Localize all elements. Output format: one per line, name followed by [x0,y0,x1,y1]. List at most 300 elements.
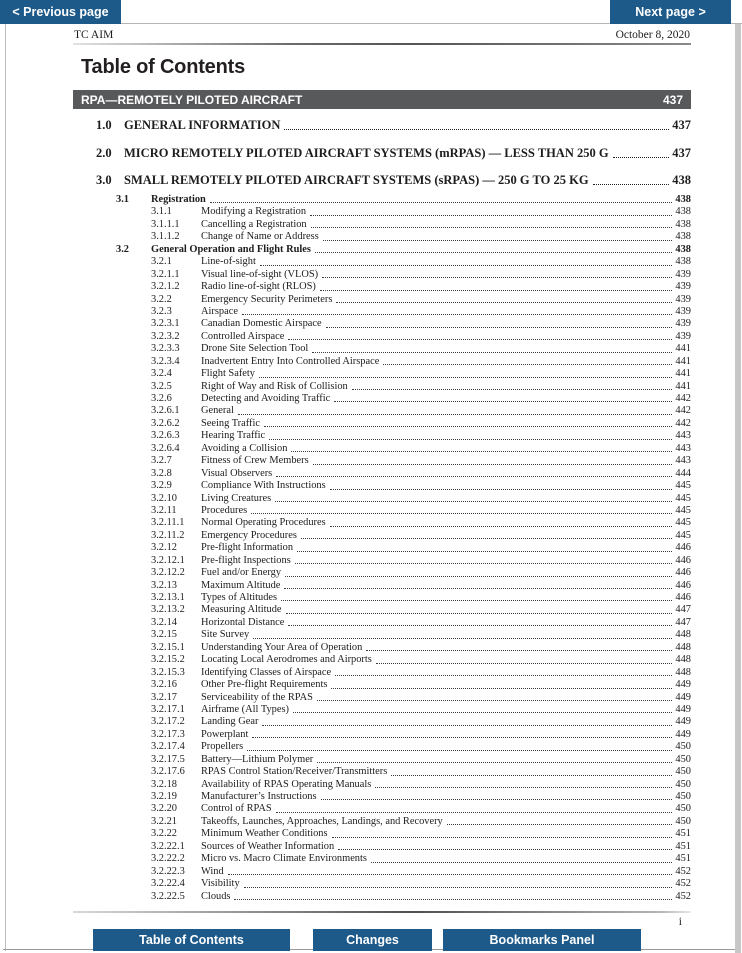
toc-entry-title: General Operation and Flight Rules [151,243,311,255]
toc-entry-title: Propellers [201,741,244,753]
dotted-leader [259,377,672,378]
toc-entry-page: 450 [675,766,691,778]
toc-row[interactable] [73,343,691,355]
toc-row[interactable] [73,173,691,188]
toc-entry-number: 3.2.15.1 [151,641,185,653]
toc-entry-number: 3.2.22.2 [151,853,185,865]
toc-entry-number: 3.2.19 [151,791,177,802]
dotted-leader [238,414,673,415]
toc-entry-title: Airspace [201,305,238,317]
toc-entry-number: 3.2.2 [151,293,172,305]
toc-entry-title: Measuring Altitude [201,604,282,616]
toc-entry-page: 442 [675,405,691,417]
toc-row[interactable] [73,878,691,890]
toc-entry-title: Hearing Traffic [201,430,266,442]
dotted-leader [335,675,672,676]
toc-entry-page: 451 [675,853,691,865]
dotted-leader [264,426,672,427]
dotted-leader [326,327,673,328]
toc-row[interactable] [73,468,691,480]
toc-entry-title: Drone Site Selection Tool [201,343,309,355]
toc-entry-number: 3.2.3.4 [151,355,180,367]
toc-entry-page: 445 [675,492,691,504]
dotted-leader [252,737,672,738]
dotted-leader [295,563,673,564]
dotted-leader [247,750,672,751]
toc-entry-page: 443 [675,442,691,454]
dotted-leader [262,725,672,726]
toc-entry-page: 439 [675,318,691,330]
section-banner-page: 437 [662,92,683,107]
toc-entry-number: 3.2.1.1 [151,268,180,280]
document-page [5,24,741,951]
toc-entry-page: 443 [675,455,691,467]
dotted-leader [312,352,672,353]
toc-entry-title: Pre-flight Information [201,542,294,554]
dotted-leader [334,401,672,402]
dotted-leader [284,129,669,130]
toc-entry-number: 3.2 [116,243,129,255]
toc-row[interactable] [73,741,691,753]
toc-entry-title: Maximum Altitude [201,579,281,591]
toc-entry-title: Procedures [201,504,248,516]
toc-entry-page: 444 [675,467,691,479]
toc-entry-number: 3.2.6 [151,393,172,404]
toc-entry-title: Site Survey [201,629,250,641]
toc-row[interactable] [73,779,691,791]
toc-entry-number: 3.2.17.3 [151,728,185,740]
toc-row[interactable] [73,368,691,380]
toc-entry-number: 3.2.17.2 [151,716,185,728]
toc-entry-number: 3.2.11 [151,504,177,516]
toc-entry-number: 3.2.17.6 [151,766,185,778]
toc-entry-page: 446 [675,567,691,579]
toc-entry-page: 439 [675,293,691,305]
dotted-leader [251,513,672,514]
toc-entry-number: 3.2.12 [151,542,177,554]
toc-entry-title: Fitness of Crew Members [201,455,309,467]
toc-entry-title: Airframe (All Types) [201,703,289,715]
toc-entry-number: 3.0 [96,173,112,187]
toc-row[interactable] [73,455,691,467]
toc-entry-title: Change of Name or Address [201,231,319,243]
toc-entry-title: Other Pre-flight Requirements [201,679,328,691]
dotted-leader [244,887,673,888]
toc-row[interactable] [73,679,691,691]
dotted-leader [613,157,670,158]
previous-page-button[interactable]: < Previous page [0,0,121,24]
toc-entry-page: 438 [675,218,691,230]
toc-entry-number: 3.2.17.1 [151,703,185,715]
toc-entry-number: 3.2.22.5 [151,890,185,902]
toc-entry-title: Right of Way and Risk of Collision [201,380,348,392]
toc-row[interactable] [73,256,691,268]
toc-entry-number: 3.2.15 [151,629,177,641]
page-right-edge [735,24,741,953]
toc-entry-title: Normal Operating Procedures [201,517,326,529]
dotted-leader [352,389,673,390]
toc-row[interactable] [73,331,691,343]
toc-row[interactable] [73,244,691,256]
dotted-leader [310,215,672,216]
toc-entry-title: Avoiding a Collision [201,442,288,454]
toc-entry-title: Cancelling a Registration [201,218,307,230]
toc-entry-number: 3.2.11.2 [151,529,185,541]
toc-row[interactable] [73,704,691,716]
dotted-leader [285,576,672,577]
toc-entry-page: 441 [675,368,691,380]
toc-entry-number: 3.2.3 [151,305,172,317]
footer-divider [73,911,691,913]
toc-entry-number: 3.2.22.3 [151,865,185,877]
toc-entry-page: 450 [675,791,691,802]
dotted-leader [332,837,673,838]
toc-entry-number: 3.2.9 [151,480,172,492]
dotted-leader [301,538,673,539]
toc-entry-title: General [201,405,234,417]
toc-entry-number: 3.2.12.2 [151,567,185,579]
toc-row[interactable] [73,505,691,517]
toc-row[interactable] [73,629,691,641]
toc-entry-page: 448 [675,629,691,641]
dotted-leader [288,625,672,626]
toc-entry-number: 3.2.10 [151,492,177,504]
toc-entry-page: 437 [672,145,691,160]
toc-row[interactable] [73,654,691,666]
dotted-leader [330,526,673,527]
toc-row[interactable] [73,194,691,206]
toc-entry-number: 3.2.21 [151,815,177,827]
dotted-leader [338,849,672,850]
top-navigation-bar [0,0,742,24]
toc-entry-number: 3.2.17.5 [151,753,185,765]
toc-entry-number: 3.2.8 [151,467,172,479]
dotted-leader [593,184,670,185]
toc-row[interactable] [73,580,691,592]
dotted-leader [336,302,672,303]
toc-entry-title: Controlled Airspace [201,330,285,342]
dotted-leader [234,899,672,900]
dotted-leader [321,799,673,800]
toc-entry-number: 3.2.15.2 [151,654,185,666]
toc-entry-number: 3.2.6.1 [151,405,180,417]
dotted-leader [293,712,672,713]
toc-entry-title: Modifying a Registration [201,206,307,218]
page-header [73,29,691,41]
toc-entry-page: 441 [675,355,691,367]
dotted-leader [284,588,672,589]
toc-entry-page: 449 [675,679,691,691]
toc-row[interactable] [73,604,691,616]
toc-entry-page: 448 [675,666,691,678]
toc-row[interactable] [73,667,691,679]
toc-row[interactable] [73,480,691,492]
dotted-leader [317,762,672,763]
toc-entry-title: SMALL REMOTELY PILOTED AIRCRAFT SYSTEMS (sRPAS) — 250 G TO 25 KG [124,173,589,187]
toc-entry-page: 449 [675,703,691,715]
toc-row[interactable] [73,642,691,654]
toc-row[interactable] [73,866,691,878]
toc-entry-title: Powerplant [201,728,249,740]
toc-entry-page: 439 [675,305,691,317]
toc-row[interactable] [73,542,691,554]
toc-entry-title: Detecting and Avoiding Traffic [201,393,331,404]
toc-entry-title: Micro vs. Macro Climate Environments [201,853,367,865]
toc-row[interactable] [73,729,691,741]
toc-entry-title: Manufacturer’s Instructions [201,791,317,802]
toc-entry-number: 3.1.1 [151,206,172,218]
toc-entry-page: 438 [675,194,691,205]
toc-entry-page: 449 [675,691,691,703]
toc-entry-page: 442 [675,417,691,429]
toc-entry-title: Sources of Weather Information [201,840,335,852]
toc-row[interactable] [73,493,691,505]
toc-entry-number: 3.2.11.1 [151,517,185,529]
dotted-leader [291,451,672,452]
toc-entry-title: Seeing Traffic [201,417,260,429]
toc-row[interactable] [73,766,691,778]
toc-entry-page: 443 [675,430,691,442]
header-date: October 8, 2020 [615,29,690,41]
toc-row[interactable] [73,517,691,529]
toc-entry-page: 439 [675,268,691,280]
toc-entry-number: 3.2.22 [151,828,177,840]
toc-entry-title: Visibility [201,878,240,890]
toc-entry-page: 445 [675,504,691,516]
toc-row[interactable] [73,592,691,604]
dotted-leader [331,688,672,689]
toc-row[interactable] [73,443,691,455]
toc-entry-number: 3.2.18 [151,778,177,790]
toc-entry-number: 3.2.5 [151,380,172,392]
toc-entry-page: 451 [675,840,691,852]
toc-row[interactable] [73,803,691,815]
toc-row[interactable] [73,430,691,442]
toc-entry-page: 439 [675,330,691,342]
toc-entry-page: 451 [675,828,691,840]
next-page-button[interactable]: Next page > [610,0,731,24]
dotted-leader [288,339,672,340]
toc-entry-title: MICRO REMOTELY PILOTED AIRCRAFT SYSTEMS (mRPAS) — LESS THAN 250 G [124,145,609,160]
dotted-leader [275,501,672,502]
section-banner-label: RPA—REMOTELY PILOTED AIRCRAFT [81,92,303,107]
toc-entry-page: 437 [672,118,691,132]
toc-entry-page: 448 [675,641,691,653]
dotted-leader [322,277,672,278]
toc-entry-title: Minimum Weather Conditions [201,828,328,840]
toc-entry-number: 3.2.13.1 [151,592,185,603]
dotted-leader [366,650,672,651]
toc-entry-title: Availability of RPAS Operating Manuals [201,778,372,790]
toc-row[interactable] [73,281,691,293]
toc-row[interactable] [73,356,691,368]
toc-entry-page: 446 [675,579,691,591]
dotted-leader [330,489,673,490]
toc-row[interactable] [73,692,691,704]
toc-entry-page: 450 [675,815,691,827]
toc-entry-page: 438 [675,206,691,218]
dotted-leader [375,787,672,788]
toc-entry-page: 450 [675,803,691,815]
toc-row[interactable] [73,716,691,728]
footer-page-number: i [678,915,682,928]
dotted-leader [317,700,673,701]
toc-entry-title: Living Creatures [201,492,272,504]
dotted-leader [371,862,672,863]
toc-entry-number: 3.1.1.1 [151,218,180,230]
toc-entry-number: 3.2.22.1 [151,840,185,852]
toc-entry-page: 452 [675,865,691,877]
toc-entry-title: Radio line-of-sight (RLOS) [201,281,316,293]
toc-entry-title: Wind [201,865,224,877]
toc-entry-number: 3.1.1.2 [151,231,180,243]
toc-entry-page: 442 [675,393,691,404]
toc-entry-page: 446 [675,592,691,603]
toc-entry-number: 3.2.3.2 [151,330,180,342]
toc-entry-number: 1.0 [96,118,112,132]
dotted-leader [281,600,672,601]
toc-entry-title: Visual line-of-sight (VLOS) [201,268,319,280]
section-banner [73,90,691,109]
toc-row[interactable] [73,118,691,133]
toc-entry-page: 448 [675,654,691,666]
toc-entry-title: RPAS Control Station/Receiver/Transmitters [201,766,388,778]
toc-row[interactable] [73,393,691,405]
toc-row[interactable] [73,418,691,430]
toc-row[interactable] [73,306,691,318]
toc-entry-title: Locating Local Aerodromes and Airports [201,654,372,666]
toc-row[interactable] [73,853,691,865]
toc-entry-page: 438 [675,256,691,268]
dotted-leader [242,314,672,315]
toc-entry-title: GENERAL INFORMATION [124,118,281,132]
dotted-leader [383,364,672,365]
toc-entry-title: Emergency Security Perimeters [201,293,333,305]
toc-entry-title: Identifying Classes of Airspace [201,666,332,678]
toc-entry-page: 446 [675,542,691,554]
document-content [73,29,691,928]
toc-entry-page: 438 [675,243,691,255]
toc-row[interactable] [73,828,691,840]
toc-row[interactable] [73,555,691,567]
toc-entry-number: 3.2.22.4 [151,878,185,890]
toc-entry-number: 3.2.1 [151,256,172,268]
dotted-leader [320,290,673,291]
toc-entry-number: 3.2.7 [151,455,172,467]
toc-entry-page: 450 [675,753,691,765]
toc-entry-title: Horizontal Distance [201,616,285,628]
toc-entry-number: 3.2.6.4 [151,442,180,454]
toc-row[interactable] [73,791,691,803]
toc-entry-number: 3.2.17.4 [151,741,185,753]
dotted-leader [323,240,673,241]
toc-entry-title: Battery—Lithium Polymer [201,753,314,765]
toc-entry-number: 3.2.3.1 [151,318,180,330]
toc-entry-number: 3.2.6.2 [151,417,180,429]
toc-entry-title: Compliance With Instructions [201,480,326,492]
toc-row[interactable] [73,294,691,306]
header-divider [73,43,691,45]
toc-entry-page: 439 [675,281,691,293]
toc-row[interactable] [73,405,691,417]
toc-entry-number: 3.2.20 [151,803,177,815]
toc-entry-title: Registration [151,194,206,205]
toc-entry-title: Visual Observers [201,467,273,479]
toc-row[interactable] [73,381,691,393]
toc-entry-page: 438 [672,173,691,187]
toc-entry-title: Types of Altitudes [201,592,278,603]
toc-row[interactable] [73,754,691,766]
toc-entry-page: 441 [675,380,691,392]
toc-row[interactable] [73,231,691,243]
dotted-leader [311,227,673,228]
toc-entry-page: 449 [675,716,691,728]
bottom-navigation-bar [0,929,742,951]
toc-entry-page: 438 [675,231,691,243]
dotted-leader [286,613,673,614]
toc-entry-number: 3.2.12.1 [151,554,185,566]
toc-entry-page: 447 [675,604,691,616]
toc-row[interactable] [73,219,691,231]
toc-entry-page: 445 [675,529,691,541]
toc-row[interactable] [73,530,691,542]
dotted-leader [269,439,672,440]
changes-button[interactable]: Changes [313,929,432,951]
toc-entry-number: 3.2.13 [151,579,177,591]
toc-row[interactable] [73,567,691,579]
table-of-contents-button[interactable]: Table of Contents [93,929,290,951]
toc-entry-title: Line-of-sight [201,256,256,268]
dotted-leader [276,812,673,813]
dotted-leader [210,202,673,203]
toc-entry-title: Flight Safety [201,368,255,380]
dotted-leader [315,252,673,253]
toc-entry-number: 3.2.3.3 [151,343,180,355]
toc-entry-number: 3.2.13.2 [151,604,185,616]
toc-entry-page: 446 [675,554,691,566]
toc-entry-page: 452 [675,890,691,902]
toc-entry-title: Takeoffs, Launches, Approaches, Landings, and Recovery [201,815,443,827]
toc-entry-number: 3.2.14 [151,616,177,628]
document-name: TC AIM [74,29,114,41]
toc-entry-page: 449 [675,728,691,740]
toc-entry-page: 450 [675,778,691,790]
toc-entry-title: Pre-flight Inspections [201,554,291,566]
toc-entry-number: 3.2.16 [151,679,177,691]
toc-row[interactable] [73,269,691,281]
toc-entry-number: 3.2.6.3 [151,430,180,442]
dotted-leader [376,663,673,664]
toc-entry-page: 445 [675,517,691,529]
toc-entry-number: 3.2.17 [151,691,177,703]
toc-entry-title: Canadian Domestic Airspace [201,318,322,330]
toc-row[interactable] [73,841,691,853]
toc-row[interactable] [73,146,691,161]
toc-entry-page: 441 [675,343,691,355]
toc-entry-title: Emergency Procedures [201,529,297,541]
toc-entry-title: Serviceability of the RPAS [201,691,313,703]
toc-row[interactable] [73,318,691,330]
toc-entry-number: 3.2.4 [151,368,172,380]
toc-row[interactable] [73,206,691,218]
bookmarks-panel-button[interactable]: Bookmarks Panel [443,929,641,951]
toc-row[interactable] [73,617,691,629]
toc-row[interactable] [73,816,691,828]
toc-row[interactable] [73,891,691,903]
toc-entry-page: 450 [675,741,691,753]
toc-entry-title: Inadvertent Entry Into Controlled Airspace [201,355,380,367]
toc-entry-number: 3.2.15.3 [151,666,185,678]
